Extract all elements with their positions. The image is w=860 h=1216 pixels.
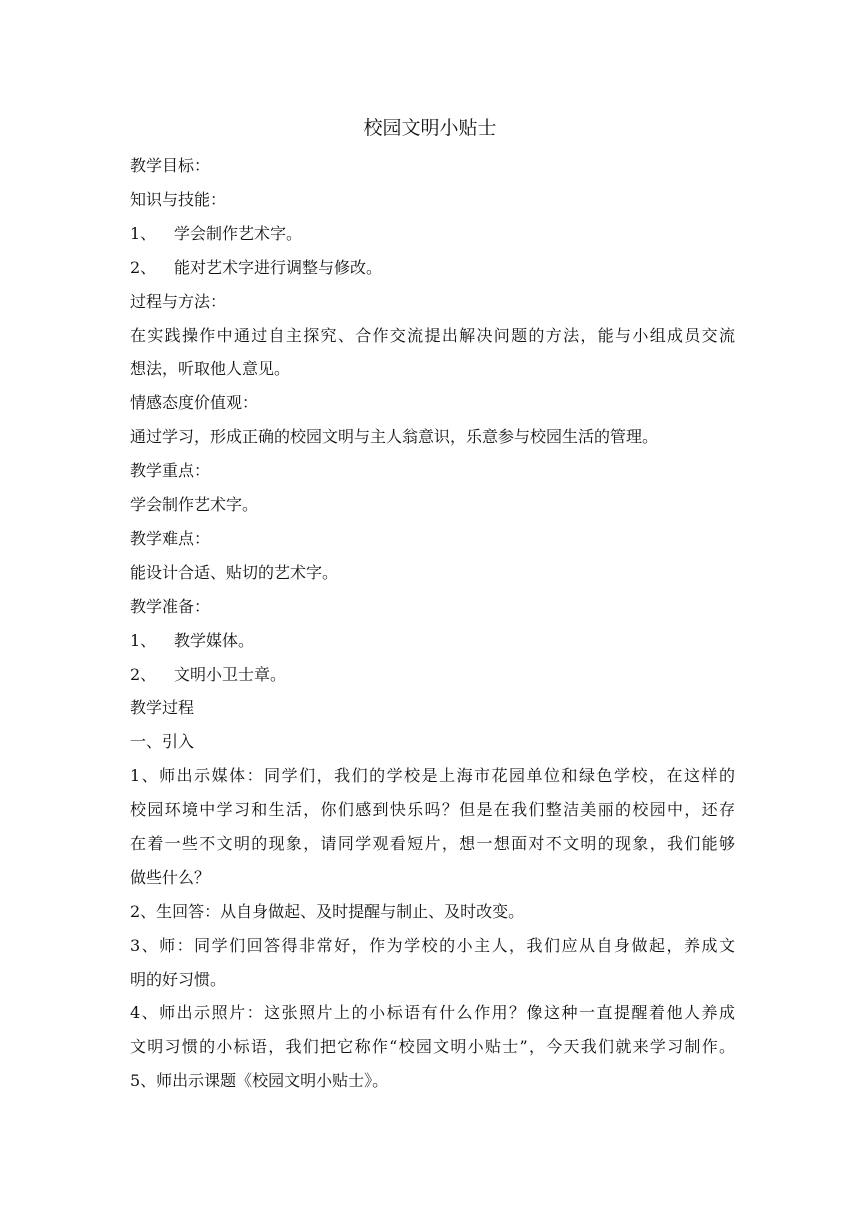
step5-text: 5、师出示课题《校园文明小贴士》。 [130,1071,389,1090]
list-number: 1、 [130,224,157,243]
key-heading: 教学重点： [130,461,211,480]
list-text: 文明小卫士章。 [174,665,287,684]
step1-line: 做些什么？ [130,868,211,887]
difficulty-text: 能设计合适、贴切的艺术字。 [130,563,339,582]
key-text: 学会制作艺术字。 [130,495,259,514]
prep-item-1 [130,630,735,652]
knowledge-item-2 [130,257,735,279]
step1-line: 校园环境中学习和生活，你们感到快乐吗？但是在我们整洁美丽的校园中，还存 [130,800,735,819]
emotion-text: 通过学习，形成正确的校园文明与主人翁意识，乐意参与校园生活的管理。 [130,427,659,446]
page-title: 校园文明小贴士 [363,117,497,139]
process-text-line: 在实践操作中通过自主探究、合作交流提出解决问题的方法，能与小组成员交流 [130,326,735,345]
step4-line: 4、师出示照片：这张照片上的小标语有什么作用？像这种一直提醒着他人养成 [130,1003,735,1022]
process-section-heading: 教学过程 [130,698,195,717]
step4-line: 文明习惯的小标语，我们把它称作“校园文明小贴士”，今天我们就来学习制作。 [130,1037,735,1056]
goals-heading: 教学目标： [130,156,211,175]
knowledge-heading: 知识与技能： [130,190,227,209]
emotion-heading: 情感态度价值观： [130,393,259,412]
prep-heading: 教学准备： [130,597,211,616]
list-text: 能对艺术字进行调整与修改。 [174,258,383,277]
list-number: 2、 [130,258,157,277]
step3-line: 明的好习惯。 [130,970,227,989]
intro-heading: 一、引入 [130,732,195,751]
step1-line: 在着一些不文明的现象，请同学观看短片，想一想面对不文明的现象，我们能够 [130,834,735,853]
prep-item-2 [130,664,735,686]
step2-text: 2、生回答：从自身做起、及时提醒与制止、及时改变。 [130,902,525,921]
step1-line: 1、师出示媒体：同学们，我们的学校是上海市花园单位和绿色学校，在这样的 [130,766,735,785]
list-text: 教学媒体。 [174,631,255,650]
difficulty-heading: 教学难点： [130,529,211,548]
process-heading: 过程与方法： [130,292,227,311]
process-text-line: 想法，听取他人意见。 [130,359,291,378]
step3-line: 3、师：同学们回答得非常好，作为学校的小主人，我们应从自身做起，养成文 [130,936,735,955]
list-text: 学会制作艺术字。 [174,224,303,243]
list-number: 1、 [130,631,157,650]
list-number: 2、 [130,665,157,684]
knowledge-item-1 [130,223,735,245]
